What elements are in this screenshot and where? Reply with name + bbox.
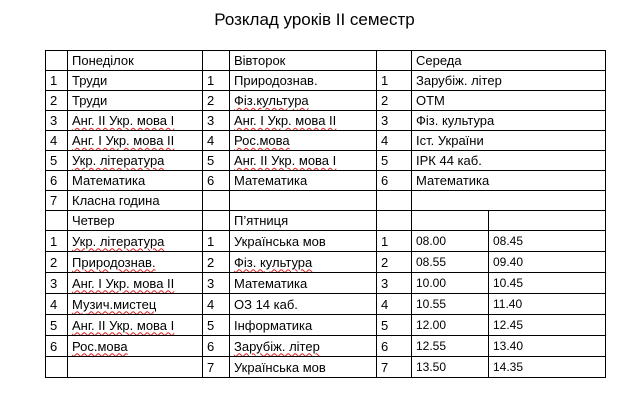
bell-end-time-text: 11.40 (493, 297, 523, 311)
lesson-number (46, 131, 68, 151)
lesson-number (203, 357, 230, 378)
empty-cell (412, 211, 489, 231)
lesson-number-text: 7 (207, 359, 215, 375)
lesson-number-text: 3 (381, 113, 389, 128)
bell-end-time-text: 12.45 (493, 318, 524, 332)
day-header-wednesday: Середа (412, 51, 606, 71)
header-row-bottom (46, 211, 606, 231)
lesson-monday-text: Труди (72, 73, 108, 88)
lesson-wednesday-text: Іст. України (416, 133, 484, 148)
lesson-number-text: 2 (381, 93, 389, 108)
day-header-friday (230, 211, 377, 231)
table-row (46, 294, 606, 315)
lesson-thursday (68, 357, 203, 378)
lesson-number (46, 171, 68, 191)
lesson-number (46, 151, 68, 171)
bell-end-time (489, 252, 606, 273)
lesson-number (46, 91, 68, 111)
lesson-number (203, 191, 230, 211)
lesson-friday (230, 294, 377, 315)
lesson-number-text: 6 (381, 173, 389, 188)
table-row (46, 357, 606, 378)
lesson-number-text: 1 (207, 73, 215, 88)
bell-end-time (489, 294, 606, 315)
table-row (46, 191, 606, 211)
lesson-wednesday (412, 71, 606, 91)
lesson-friday (230, 357, 377, 378)
lesson-thursday-text: Рос.мова (72, 338, 128, 354)
lesson-number-text: 5 (50, 317, 58, 333)
lesson-thursday-text: Природознав. (72, 254, 156, 270)
schedule-table (45, 50, 606, 378)
lesson-monday (68, 91, 203, 111)
lesson-thursday-text: Анг. ІІ Укр. мова І (72, 317, 175, 333)
lesson-number-text: 4 (207, 296, 215, 312)
lesson-monday-text: Класна година (72, 193, 160, 208)
bell-number-text: 5 (381, 317, 389, 333)
lesson-number (203, 315, 230, 336)
lesson-tuesday (230, 111, 377, 131)
bell-number (377, 294, 412, 315)
lesson-wednesday-text: ІРК 44 каб. (416, 153, 482, 168)
bell-number-text: 7 (381, 359, 389, 375)
lesson-monday-text: Анг. ІІ Укр. мова І (72, 113, 175, 128)
lesson-wednesday-text: ОТМ (416, 93, 445, 108)
bell-number (377, 315, 412, 336)
lesson-number-text: 5 (381, 153, 389, 168)
lesson-number-text: 3 (207, 113, 215, 128)
lesson-friday (230, 336, 377, 357)
lesson-number (46, 336, 68, 357)
lesson-friday (230, 315, 377, 336)
lesson-number-text: 3 (207, 275, 215, 291)
bell-number-text: 4 (381, 296, 389, 312)
lesson-number (377, 111, 412, 131)
bell-start-time (412, 357, 489, 378)
lesson-number (203, 273, 230, 294)
lesson-thursday (68, 273, 203, 294)
lesson-number-text: 3 (50, 275, 58, 291)
lesson-friday (230, 231, 377, 252)
lesson-thursday (68, 252, 203, 273)
bell-end-time (489, 336, 606, 357)
lesson-number (203, 294, 230, 315)
bell-number-text: 1 (381, 233, 389, 249)
lesson-number (46, 111, 68, 131)
lesson-number-text: 2 (207, 93, 215, 108)
bell-end-time-text: 13.40 (493, 339, 524, 353)
lesson-number (203, 111, 230, 131)
bell-start-time (412, 273, 489, 294)
lesson-wednesday-text: Математика (416, 173, 490, 188)
header-row-top (46, 51, 606, 71)
lesson-monday-text: Анг. І Укр. мова ІІ (72, 133, 175, 148)
lesson-number (46, 294, 68, 315)
lesson-wednesday (412, 191, 606, 211)
empty-cell (203, 51, 230, 71)
lesson-tuesday-text: Природознав. (234, 73, 318, 88)
lesson-friday-text: Математика (234, 275, 308, 291)
table-row (46, 273, 606, 294)
lesson-wednesday-text: Фіз. культура (416, 113, 495, 128)
bell-number (377, 357, 412, 378)
day-header-monday: Понеділок (68, 51, 203, 71)
table-row (46, 231, 606, 252)
lesson-wednesday (412, 91, 606, 111)
lesson-thursday (68, 294, 203, 315)
lesson-wednesday (412, 131, 606, 151)
lesson-number-text: 3 (50, 113, 58, 128)
lesson-number-text: 1 (50, 233, 58, 249)
lesson-thursday-text: Музич.мистец (72, 296, 157, 312)
lesson-number (46, 191, 68, 211)
lesson-number-text: 6 (207, 173, 215, 188)
day-header-friday-text: П’ятниця (234, 213, 289, 228)
lesson-wednesday (412, 171, 606, 191)
lesson-number-text: 4 (50, 296, 58, 312)
lesson-monday (68, 71, 203, 91)
table-row (46, 151, 606, 171)
bell-start-time-text: 08.55 (416, 255, 447, 269)
lesson-number (46, 231, 68, 252)
table-row (46, 336, 606, 357)
bell-start-time (412, 294, 489, 315)
bell-end-time-text: 08.45 (493, 234, 524, 248)
bell-start-time-text: 13.50 (416, 360, 447, 374)
lesson-number (46, 252, 68, 273)
lesson-number-text: 1 (381, 73, 389, 88)
lesson-number-text: 2 (50, 93, 58, 108)
lesson-tuesday (230, 91, 377, 111)
lesson-tuesday-text: Рос.мова (234, 133, 290, 148)
bell-end-time (489, 273, 606, 294)
lesson-thursday-text: Укр. література (72, 233, 165, 249)
lesson-number-text: 7 (50, 193, 58, 208)
lesson-friday (230, 273, 377, 294)
lesson-number (203, 131, 230, 151)
table-row (46, 71, 606, 91)
lesson-number-text: 6 (50, 338, 58, 354)
lesson-tuesday-text: Математика (234, 173, 308, 188)
lesson-friday-text: Зарубіж. літер (234, 338, 320, 354)
bell-number (377, 273, 412, 294)
lesson-number (46, 71, 68, 91)
lesson-number-text: 6 (207, 338, 215, 354)
lesson-tuesday (230, 71, 377, 91)
bell-end-time (489, 357, 606, 378)
lesson-number-text: 2 (50, 254, 58, 270)
lesson-thursday (68, 231, 203, 252)
day-header-thursday-text: Четвер (72, 213, 115, 228)
lesson-wednesday (412, 151, 606, 171)
lesson-number-text: 4 (50, 133, 58, 148)
bell-start-time (412, 315, 489, 336)
table-row (46, 252, 606, 273)
lesson-number-text: 4 (207, 133, 215, 148)
lesson-number (203, 252, 230, 273)
bell-start-time-text: 08.00 (416, 234, 447, 248)
lesson-monday (68, 151, 203, 171)
empty-cell (46, 211, 68, 231)
bell-number-text: 6 (381, 338, 389, 354)
bell-end-time-text: 14.35 (493, 360, 524, 374)
lesson-monday (68, 171, 203, 191)
lesson-monday-text: Укр. література (72, 153, 165, 168)
lesson-tuesday-text: Анг. ІІ Укр. мова І (234, 153, 337, 168)
day-header-tuesday: Вівторок (230, 51, 377, 71)
bell-number-text: 2 (381, 254, 389, 270)
lesson-friday (230, 252, 377, 273)
table-row (46, 315, 606, 336)
lesson-number (377, 131, 412, 151)
lesson-thursday (68, 315, 203, 336)
lesson-number (203, 336, 230, 357)
schedule-body (46, 51, 606, 378)
lesson-number (46, 357, 68, 378)
lesson-friday-text: Фіз. культура (234, 254, 313, 270)
lesson-number (46, 315, 68, 336)
bell-start-time-text: 10.55 (416, 297, 447, 311)
bell-number (377, 252, 412, 273)
table-row (46, 131, 606, 151)
lesson-number-text: 4 (381, 133, 389, 148)
lesson-number (377, 171, 412, 191)
bell-number (377, 231, 412, 252)
lesson-monday (68, 131, 203, 151)
lesson-number-text: 5 (207, 317, 215, 333)
lesson-number (203, 171, 230, 191)
bell-start-time-text: 12.00 (416, 318, 447, 332)
lesson-monday-text: Труди (72, 93, 108, 108)
lesson-tuesday (230, 191, 377, 211)
table-row (46, 91, 606, 111)
bell-end-time (489, 315, 606, 336)
bell-number (377, 336, 412, 357)
bell-end-time-text: 10.45 (493, 276, 524, 290)
lesson-wednesday-text: Зарубіж. літер (416, 73, 502, 88)
lesson-number (46, 273, 68, 294)
bell-start-time-text: 12.55 (416, 339, 447, 353)
lesson-number (377, 191, 412, 211)
lesson-friday-text: Інформатика (234, 317, 313, 333)
lesson-number-text: 2 (207, 254, 215, 270)
empty-cell (46, 51, 68, 71)
lesson-number (377, 91, 412, 111)
lesson-monday (68, 111, 203, 131)
bell-start-time (412, 336, 489, 357)
lesson-number (203, 71, 230, 91)
lesson-friday-text: ОЗ 14 каб. (234, 296, 298, 312)
day-header-thursday (68, 211, 203, 231)
bell-end-time-text: 09.40 (493, 255, 524, 269)
lesson-thursday-text: Анг. І Укр. мова ІІ (72, 275, 175, 291)
lesson-monday (68, 191, 203, 211)
lesson-monday-text: Математика (72, 173, 146, 188)
lesson-number-text: 6 (50, 173, 58, 188)
lesson-number (377, 151, 412, 171)
lesson-tuesday (230, 131, 377, 151)
lesson-friday-text: Українська мов (234, 233, 326, 249)
lesson-tuesday (230, 151, 377, 171)
empty-cell (203, 211, 230, 231)
lesson-thursday (68, 336, 203, 357)
lesson-number (377, 71, 412, 91)
table-row (46, 111, 606, 131)
empty-cell (377, 211, 412, 231)
bell-start-time-text: 10.00 (416, 276, 447, 290)
bell-start-time (412, 252, 489, 273)
lesson-number-text: 5 (207, 153, 215, 168)
bell-start-time (412, 231, 489, 252)
lesson-tuesday-text: Анг. І Укр. мова ІІ (234, 113, 337, 128)
lesson-wednesday (412, 111, 606, 131)
table-row (46, 171, 606, 191)
lesson-number (203, 91, 230, 111)
lesson-number-text: 1 (207, 233, 215, 249)
lesson-number (203, 151, 230, 171)
lesson-number-text: 1 (50, 73, 58, 88)
lesson-friday-text: Українська мов (234, 359, 326, 375)
lesson-tuesday-text: Фіз.культура (234, 93, 309, 108)
bell-number-text: 3 (381, 275, 389, 291)
page-title: Розклад уроків ІІ семестр (214, 10, 415, 29)
bell-end-time (489, 231, 606, 252)
lesson-number-text: 5 (50, 153, 58, 168)
empty-cell (489, 211, 606, 231)
lesson-tuesday (230, 171, 377, 191)
empty-cell (377, 51, 412, 71)
lesson-number (203, 231, 230, 252)
